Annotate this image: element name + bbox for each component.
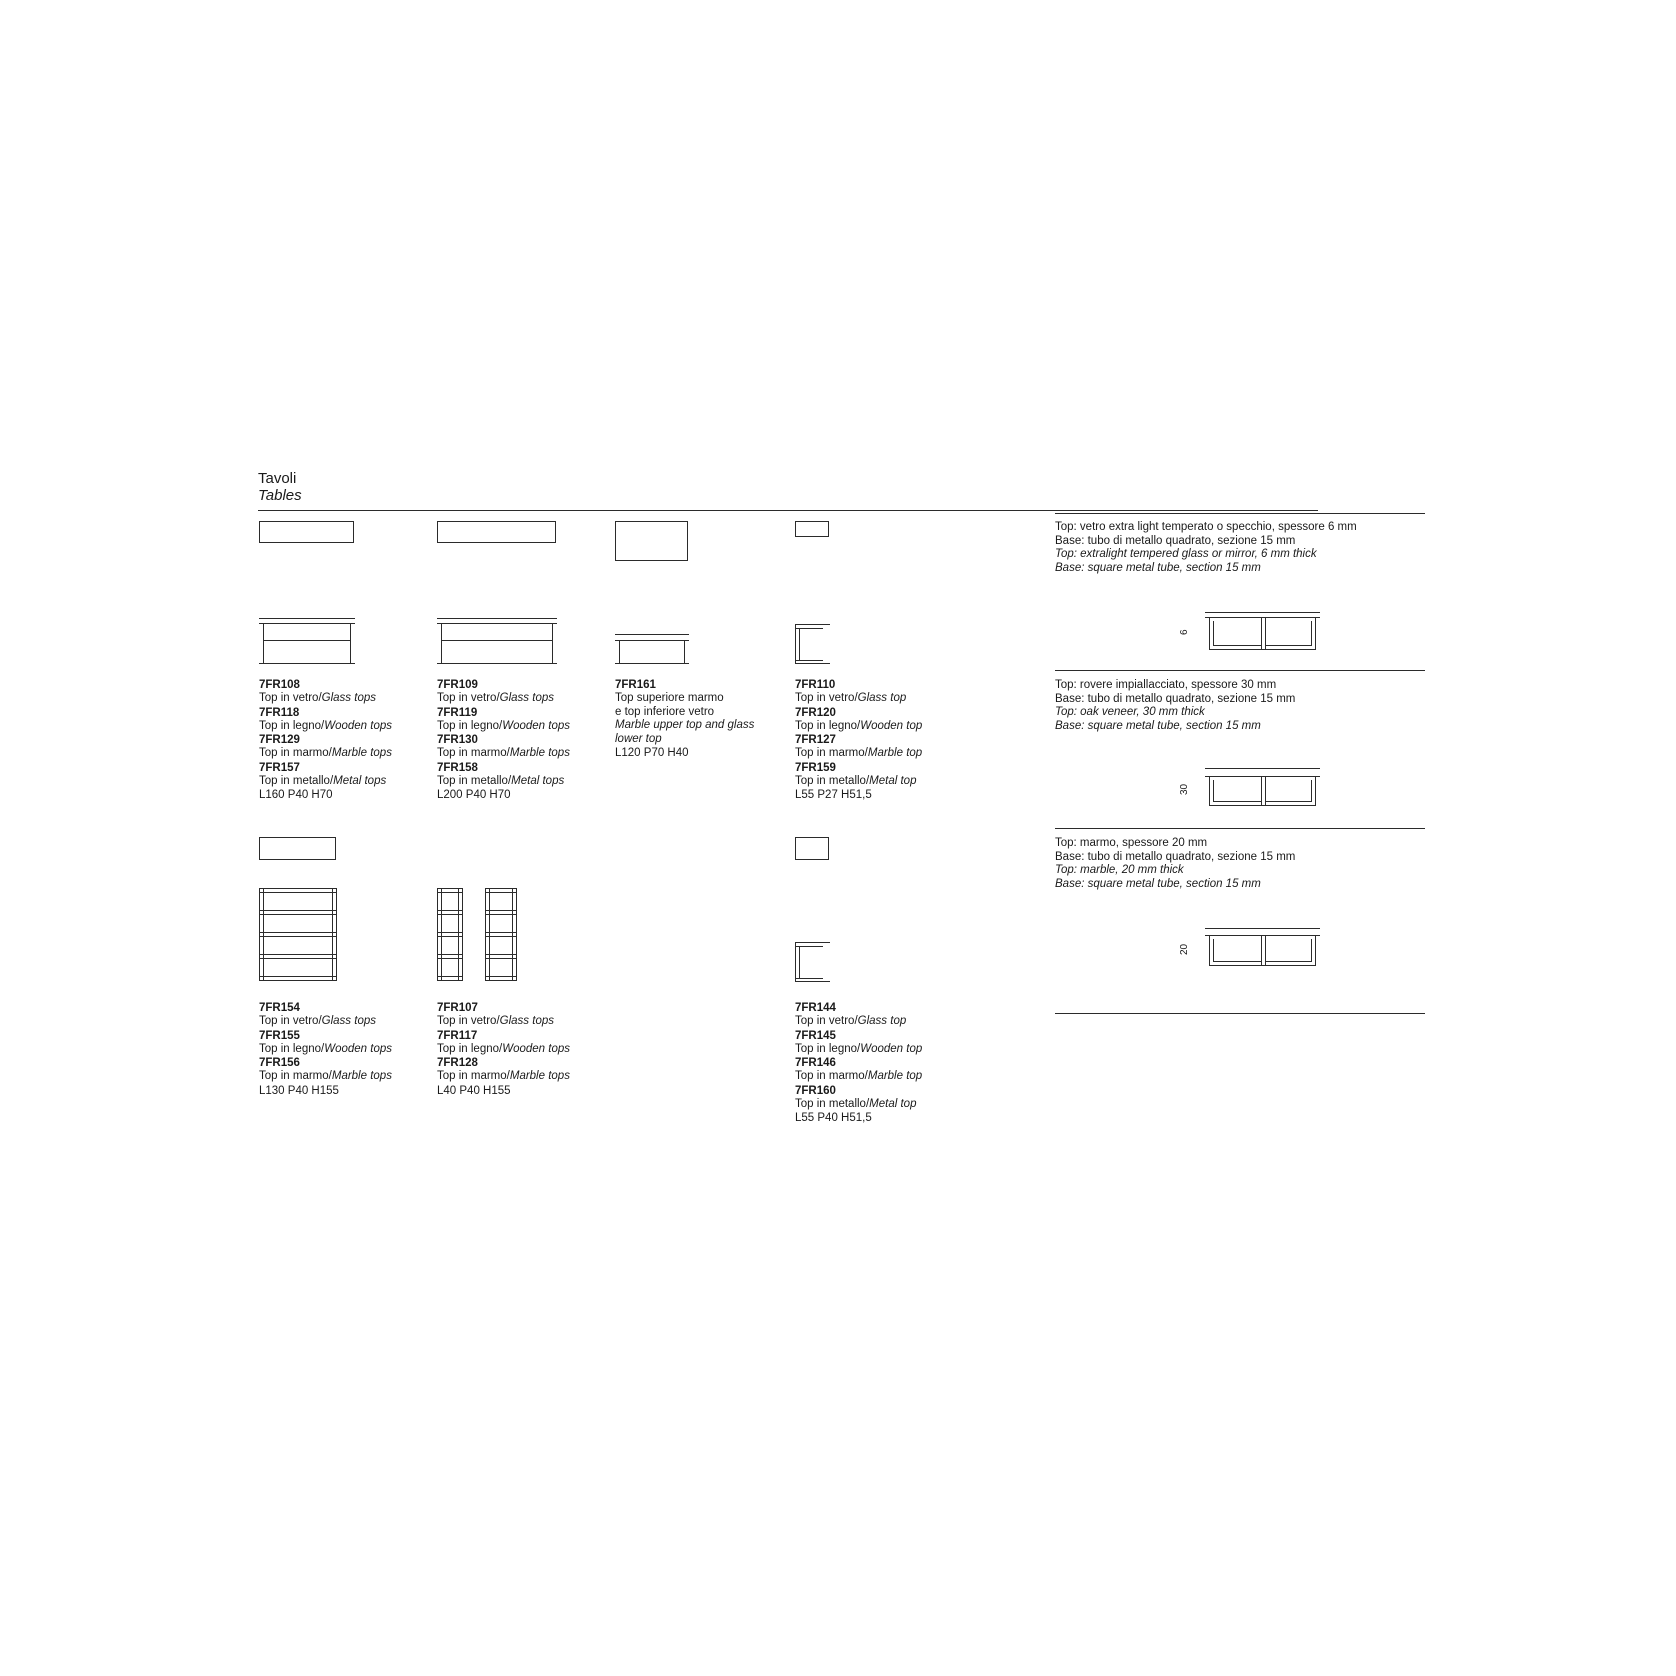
caption-7fr144 xyxy=(795,1001,922,1125)
product-dimensions: L55 P27 H51,5 xyxy=(795,789,872,801)
product-desc: Top in metallo/Metal top xyxy=(795,1097,917,1110)
product-desc: Top in vetro/Glass tops xyxy=(259,692,376,704)
product-code: 7FR109 xyxy=(437,679,478,691)
product-code: 7FR144 xyxy=(795,1002,836,1014)
caption-7fr108 xyxy=(259,678,392,802)
product-desc: Top in metallo/Metal tops xyxy=(259,774,387,787)
product-code: 7FR129 xyxy=(259,734,300,746)
elevation-7fr154 xyxy=(259,888,337,981)
tech-line-it-1: Top: rovere impiallacciato, spessore 30 mm xyxy=(1055,679,1277,691)
product-code: 7FR118 xyxy=(259,706,300,719)
product-dimensions: L120 P70 H40 xyxy=(615,747,689,759)
product-code: 7FR107 xyxy=(437,1002,478,1014)
product-desc: Top in metallo/Metal tops xyxy=(437,774,565,787)
plan-view-7fr154 xyxy=(259,837,336,860)
thickness-label-marble: 20 xyxy=(1179,943,1190,955)
product-desc-line2: e top inferiore vetro xyxy=(615,705,715,718)
page-title xyxy=(258,470,1318,504)
product-desc: Top in marmo/Marble tops xyxy=(259,1070,392,1082)
product-dimensions: L160 P40 H70 xyxy=(259,789,333,801)
product-desc: Top superiore marmo xyxy=(615,692,724,704)
product-dimensions: L40 P40 H155 xyxy=(437,1084,511,1097)
product-dimensions: L55 P40 H51,5 xyxy=(795,1112,872,1124)
product-desc: Top in marmo/Marble top xyxy=(795,1070,923,1082)
caption-7fr110 xyxy=(795,678,922,802)
product-desc-line3: Marble upper top and glass xyxy=(615,719,755,731)
product-desc-line4: lower top xyxy=(615,732,662,745)
product-code: 7FR128 xyxy=(437,1057,478,1069)
caption-7fr107 xyxy=(437,1001,570,1098)
product-desc: Top in marmo/Marble tops xyxy=(437,747,570,759)
tech-line-it-2: Base: tubo di metallo quadrato, sezione 15 mm xyxy=(1055,534,1296,547)
thickness-label-glass: 6 xyxy=(1179,629,1190,635)
product-code: 7FR127 xyxy=(795,734,836,746)
thickness-label-oak: 30 xyxy=(1179,783,1190,795)
tech-line-en-1: Top: oak veneer, 30 mm thick xyxy=(1055,706,1205,718)
product-desc: Top in marmo/Marble tops xyxy=(437,1070,570,1082)
page-title-it: Tavoli xyxy=(258,470,297,487)
product-desc: Top in metallo/Metal top xyxy=(795,774,917,787)
plan-view-7fr108 xyxy=(259,521,354,543)
section-drawing-oak xyxy=(1195,768,1320,808)
product-code: 7FR117 xyxy=(437,1029,478,1042)
product-code: 7FR158 xyxy=(437,761,478,774)
tech-line-en-2: Base: square metal tube, section 15 mm xyxy=(1055,719,1261,732)
section-drawing-marble xyxy=(1195,928,1320,968)
elevation-7fr108 xyxy=(259,618,355,664)
elevation-7fr110 xyxy=(795,624,830,664)
elevation-7fr144 xyxy=(795,942,830,982)
plan-view-7fr109 xyxy=(437,521,556,543)
product-code: 7FR145 xyxy=(795,1029,836,1042)
product-code: 7FR154 xyxy=(259,1002,300,1014)
product-code: 7FR119 xyxy=(437,706,478,719)
product-code: 7FR155 xyxy=(259,1029,300,1042)
product-dimensions: L130 P40 H155 xyxy=(259,1084,339,1097)
product-desc: Top in vetro/Glass tops xyxy=(437,1015,554,1027)
product-desc: Top in marmo/Marble tops xyxy=(259,747,392,759)
section-drawing-glass xyxy=(1195,612,1320,652)
tech-line-it-1: Top: marmo, spessore 20 mm xyxy=(1055,837,1208,849)
elevation-7fr107-front xyxy=(437,888,463,981)
tech-divider-top xyxy=(1055,513,1425,514)
product-desc: Top in legno/Wooden top xyxy=(795,1042,923,1055)
product-code: 7FR108 xyxy=(259,679,300,691)
tech-spec-glass xyxy=(1055,521,1435,575)
product-code: 7FR159 xyxy=(795,761,836,774)
tech-line-en-1: Top: marble, 20 mm thick xyxy=(1055,864,1184,876)
tech-line-en-1: Top: extralight tempered glass or mirror, 6 mm thick xyxy=(1055,548,1317,560)
product-code: 7FR160 xyxy=(795,1084,836,1097)
plan-view-7fr110 xyxy=(795,521,829,537)
caption-7fr109 xyxy=(437,678,570,802)
product-desc: Top in vetro/Glass top xyxy=(795,692,907,704)
product-desc: Top in legno/Wooden tops xyxy=(259,1042,392,1055)
product-desc: Top in legno/Wooden tops xyxy=(259,719,392,732)
caption-7fr154 xyxy=(259,1001,392,1098)
tech-divider-2 xyxy=(1055,828,1425,829)
product-code: 7FR120 xyxy=(795,706,836,719)
product-dimensions: L200 P40 H70 xyxy=(437,789,511,801)
tech-line-en-2: Base: square metal tube, section 15 mm xyxy=(1055,877,1261,890)
tech-spec-marble xyxy=(1055,837,1435,891)
product-code: 7FR157 xyxy=(259,761,300,774)
tech-line-it-2: Base: tubo di metallo quadrato, sezione 15 mm xyxy=(1055,692,1296,705)
page-title-en: Tables xyxy=(258,487,302,504)
product-desc: Top in marmo/Marble top xyxy=(795,747,923,759)
product-code: 7FR130 xyxy=(437,734,478,746)
caption-7fr161 xyxy=(615,678,754,760)
header-divider xyxy=(258,510,1318,511)
product-code: 7FR110 xyxy=(795,679,836,691)
elevation-7fr109 xyxy=(437,618,557,664)
product-desc: Top in legno/Wooden top xyxy=(795,719,923,732)
tech-line-it-2: Base: tubo di metallo quadrato, sezione 15 mm xyxy=(1055,850,1296,863)
tech-line-en-2: Base: square metal tube, section 15 mm xyxy=(1055,561,1261,574)
product-code: 7FR146 xyxy=(795,1057,836,1069)
product-desc: Top in legno/Wooden tops xyxy=(437,719,570,732)
page-header xyxy=(258,470,1318,511)
tech-line-it-1: Top: vetro extra light temperato o specchio, spessore 6 mm xyxy=(1055,521,1357,533)
product-desc: Top in vetro/Glass top xyxy=(795,1015,907,1027)
product-desc: Top in legno/Wooden tops xyxy=(437,1042,570,1055)
plan-view-7fr161 xyxy=(615,521,688,561)
plan-view-7fr144 xyxy=(795,837,829,860)
elevation-7fr107-side xyxy=(485,888,517,981)
product-code: 7FR156 xyxy=(259,1057,300,1069)
tech-divider-1 xyxy=(1055,670,1425,671)
elevation-7fr161 xyxy=(615,634,689,664)
product-desc: Top in vetro/Glass tops xyxy=(437,692,554,704)
product-desc: Top in vetro/Glass tops xyxy=(259,1015,376,1027)
tech-divider-3 xyxy=(1055,1013,1425,1014)
product-code: 7FR161 xyxy=(615,679,656,691)
tech-spec-oak xyxy=(1055,679,1435,733)
